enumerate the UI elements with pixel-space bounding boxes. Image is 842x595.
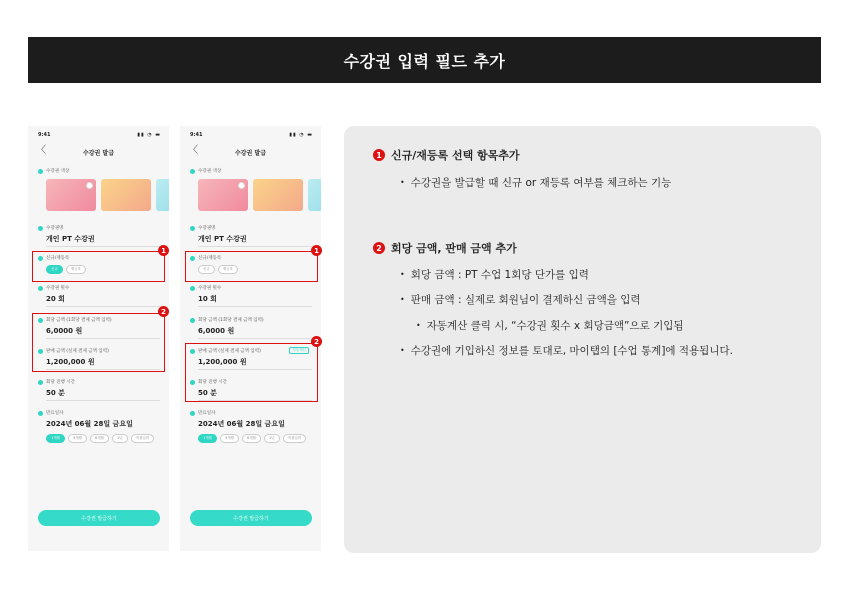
item1-title: 신규/재등록 선택 항목추가 bbox=[391, 149, 520, 162]
issue-button[interactable]: 수강권 발급하기 bbox=[190, 510, 312, 526]
type-option-new[interactable]: 신규 bbox=[46, 265, 63, 274]
period-option[interactable]: 1년 bbox=[264, 434, 280, 443]
count-label: 수강권 횟수 bbox=[190, 285, 221, 291]
highlight-box-2 bbox=[185, 343, 318, 402]
duration-value[interactable]: 50 분 bbox=[46, 389, 65, 397]
bullet-dot-icon bbox=[190, 226, 195, 231]
end-date-label: 만료일자 bbox=[190, 410, 215, 416]
count-value[interactable]: 20 회 bbox=[46, 295, 65, 303]
name-value[interactable]: 개인 PT 수강권 bbox=[46, 235, 95, 243]
status-time: 9:41 bbox=[190, 132, 203, 138]
item2-bullet: • 판매 금액 : 실제로 회원님이 결제하신 금액을 입력 bbox=[400, 294, 641, 306]
type-label: 신규/재등록 bbox=[190, 255, 221, 261]
type-label: 신규/재등록 bbox=[38, 255, 69, 261]
highlight-badge-2: 2 bbox=[158, 306, 169, 317]
bullet-icon: • bbox=[400, 346, 405, 355]
page-title: 수강권 입력 필드 추가 bbox=[28, 37, 821, 83]
duration-label: 회당 진행 시간 bbox=[38, 379, 75, 385]
period-options bbox=[198, 434, 306, 443]
name-label: 수강권명 bbox=[190, 225, 215, 231]
item2-title: 회당 금액, 판매 금액 추가 bbox=[391, 242, 517, 255]
period-option[interactable]: 6개월 bbox=[90, 434, 109, 443]
period-option[interactable]: 직접입력 bbox=[131, 434, 155, 443]
card-color-label: 수강권 색상 bbox=[190, 168, 221, 174]
duration-label: 회당 진행 시간 bbox=[190, 379, 227, 385]
card-color-orange[interactable] bbox=[101, 179, 151, 211]
bullet-icon: • bbox=[400, 178, 405, 187]
end-date-value[interactable]: 2024년 06월 28일 금요일 bbox=[198, 420, 285, 428]
status-time: 9:41 bbox=[38, 132, 51, 138]
sale-price-label: 판매 금액 (실제 결제 금액 입력) bbox=[38, 348, 109, 354]
item1-bullet: • 수강권을 발급할 때 신규 or 재등록 여부를 체크하는 기능 bbox=[400, 177, 672, 189]
status-icons: ▮▮ ◔ ▬ bbox=[289, 132, 313, 138]
item1-heading bbox=[373, 147, 520, 163]
sale-price-value[interactable]: 1,200,000 원 bbox=[46, 358, 95, 366]
bullet-dot-icon bbox=[190, 318, 195, 323]
type-option-renew[interactable]: 재등록 bbox=[218, 265, 238, 274]
name-label: 수강권명 bbox=[38, 225, 63, 231]
bullet-dot-icon bbox=[38, 169, 43, 174]
sale-price-label: 판매 금액 (실제 결제 금액 입력) bbox=[190, 348, 261, 354]
bullet-dot-icon bbox=[190, 411, 195, 416]
per-price-label: 회당 금액 (1회당 결제 금액 입력) bbox=[190, 317, 264, 323]
check-icon bbox=[238, 182, 245, 189]
bullet-dot-icon bbox=[38, 286, 43, 291]
count-label: 수강권 횟수 bbox=[38, 285, 69, 291]
type-option-new[interactable]: 신규 bbox=[198, 265, 215, 274]
per-price-value[interactable]: 6,0000 원 bbox=[46, 327, 83, 335]
divider bbox=[198, 338, 312, 339]
bullet-dot-icon bbox=[190, 169, 195, 174]
period-option[interactable]: 1개월 bbox=[46, 434, 65, 443]
bullet-dot-icon bbox=[38, 380, 43, 385]
card-color-pink[interactable] bbox=[46, 179, 96, 211]
highlight-box-1 bbox=[185, 251, 318, 282]
bullet-dot-icon bbox=[190, 286, 195, 291]
screen-title: 수강권 발급 bbox=[234, 150, 267, 157]
period-options bbox=[46, 434, 154, 443]
divider bbox=[198, 306, 312, 307]
card-color-mint[interactable] bbox=[156, 179, 169, 211]
phone-screen-after bbox=[180, 126, 321, 551]
card-color-list bbox=[198, 179, 321, 211]
type-option-renew[interactable]: 재등록 bbox=[66, 265, 86, 274]
status-icons: ▮▮ ◔ ▬ bbox=[137, 132, 161, 138]
highlight-badge-1: 1 bbox=[158, 245, 169, 256]
divider bbox=[46, 306, 160, 307]
card-color-list bbox=[46, 179, 169, 211]
divider bbox=[198, 246, 312, 247]
description-panel bbox=[344, 126, 821, 553]
highlight-badge-1: 1 bbox=[311, 245, 322, 256]
highlight-badge-2: 2 bbox=[311, 336, 322, 347]
bullet-dot-icon bbox=[38, 226, 43, 231]
highlight-box-2 bbox=[32, 313, 165, 372]
bullet-icon: • bbox=[416, 321, 421, 330]
auto-calc-button[interactable]: 자동계산 bbox=[289, 347, 309, 354]
bullet-dot-icon bbox=[38, 411, 43, 416]
duration-value[interactable]: 50 분 bbox=[198, 389, 217, 397]
card-color-orange[interactable] bbox=[253, 179, 303, 211]
period-option[interactable]: 직접입력 bbox=[283, 434, 307, 443]
period-option[interactable]: 6개월 bbox=[242, 434, 261, 443]
end-date-label: 만료일자 bbox=[38, 410, 63, 416]
card-color-mint[interactable] bbox=[308, 179, 321, 211]
period-option[interactable]: 1개월 bbox=[198, 434, 217, 443]
check-icon bbox=[86, 182, 93, 189]
bullet-icon: • bbox=[400, 295, 405, 304]
period-option[interactable]: 1년 bbox=[112, 434, 128, 443]
sale-price-value[interactable]: 1,200,000 원 bbox=[198, 358, 247, 366]
end-date-value[interactable]: 2024년 06월 28일 금요일 bbox=[46, 420, 133, 428]
back-icon[interactable]: 〈 bbox=[188, 145, 198, 156]
per-price-label: 회당 금액 (1회당 결제 금액 입력) bbox=[38, 317, 112, 323]
item2-sub-bullet: • 자동계산 클릭 시, “수강권 횟수 x 회당금액”으로 기입됨 bbox=[416, 320, 684, 332]
highlight-box-1 bbox=[32, 251, 165, 282]
count-value[interactable]: 10 회 bbox=[198, 295, 217, 303]
item2-bullet: • 수강권에 기입하신 정보를 토대로, 마이탭의 [수업 통계]에 적용됩니다. bbox=[400, 345, 733, 357]
name-value[interactable]: 개인 PT 수강권 bbox=[198, 235, 247, 243]
issue-button[interactable]: 수강권 발급하기 bbox=[38, 510, 160, 526]
back-icon[interactable]: 〈 bbox=[36, 145, 46, 156]
bullet-icon: • bbox=[400, 270, 405, 279]
divider bbox=[46, 400, 160, 401]
divider bbox=[46, 246, 160, 247]
period-option[interactable]: 3개월 bbox=[220, 434, 239, 443]
card-color-label: 수강권 색상 bbox=[38, 168, 69, 174]
number-badge-1: 1 bbox=[373, 149, 385, 161]
item2-heading bbox=[373, 240, 517, 256]
card-color-pink[interactable] bbox=[198, 179, 248, 211]
screen-title: 수강권 발급 bbox=[82, 150, 115, 157]
item2-bullet: • 회당 금액 : PT 수업 1회당 단가를 입력 bbox=[400, 269, 589, 281]
per-price-value[interactable]: 6,0000 원 bbox=[198, 327, 235, 335]
number-badge-2: 2 bbox=[373, 242, 385, 254]
period-option[interactable]: 3개월 bbox=[68, 434, 87, 443]
